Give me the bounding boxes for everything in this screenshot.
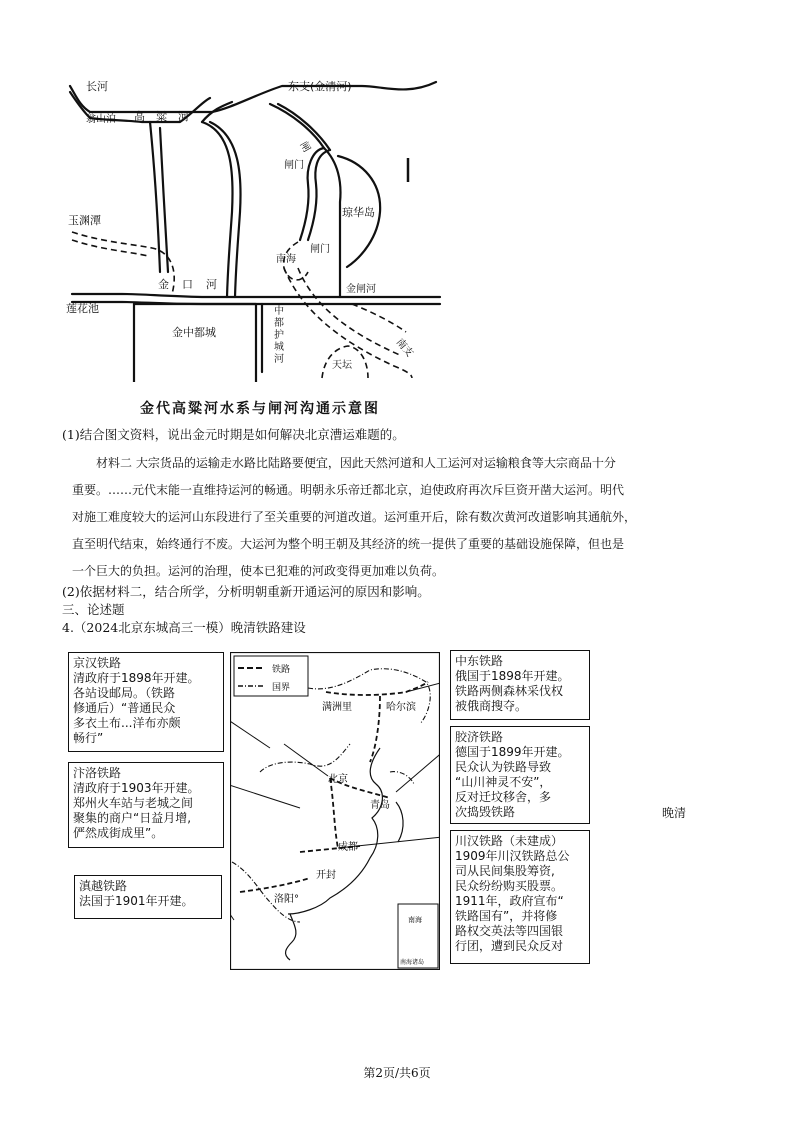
material-2-line: 直至明代结束，始终通行不废。大运河为整个明王朝及其经济的统一提供了重要的基础设施保障，但也是	[72, 537, 625, 551]
city-manzhouli: 满洲里	[322, 702, 352, 713]
box-line: 中东铁路	[455, 654, 504, 668]
label-jinkou-3: 河	[206, 278, 217, 291]
label-jinkou-1: 金	[158, 278, 169, 291]
city-kaifeng: 开封	[316, 870, 336, 881]
box-line: 1911年，政府宣布“	[455, 894, 564, 908]
side-text: 晚清	[662, 806, 687, 820]
box-line: 郑州火车站与老城之间	[73, 796, 194, 810]
box-zhongdong-railway	[450, 650, 590, 720]
box-line: 德国于1899年开建。	[455, 745, 570, 759]
box-line: 多衣土布...洋布亦颇	[73, 716, 181, 730]
box-line: 铁路两侧森林采伐权	[455, 684, 564, 698]
label-gaoliang-3: 河	[178, 110, 189, 123]
material-2-line: 对施工难度较大的运河山东段进行了至关重要的河道改道。运河重开后，除有数次黄河改道影响其通航外，	[72, 510, 637, 524]
inset-nanhai: 南海	[408, 916, 422, 924]
city-chengdu: 成都	[338, 842, 358, 853]
label-qionghua: 琼华岛	[342, 206, 375, 219]
label-lianhuachi: 莲花池	[66, 302, 99, 315]
page-footer: 第2页/共6页	[363, 1066, 431, 1080]
label-nanhai-small: 南海	[276, 254, 296, 265]
box-line: 行团，遭到民众反对	[455, 939, 564, 953]
box-line: 1909年川汉铁路总公	[455, 849, 570, 863]
label-jinkou-2: 口	[182, 278, 193, 291]
label-zhamen-2: 闸门	[310, 244, 330, 255]
label-huchenghe-5: 河	[274, 354, 284, 365]
question-4: 4.（2024北京东城高三一模）晚清铁路建设	[62, 620, 306, 635]
label-dongzhi: 东支(金清河)	[288, 80, 352, 93]
box-line: 滇越铁路	[79, 879, 128, 893]
material-2-line: 材料二 大宗货品的运输走水路比陆路要便宜，因此天然河道和人工运河对运输粮食等大宗商品十分	[96, 456, 616, 470]
box-line: “山川神灵不安”，	[455, 775, 552, 789]
box-line: 路权交英法等四国银	[455, 924, 564, 938]
legend-border: 国界	[272, 683, 291, 693]
city-beijing: 北京	[328, 774, 348, 785]
section-3-heading: 三、论述题	[62, 602, 125, 617]
box-bianluo-railway	[68, 762, 224, 848]
material-2-line: 重要。……元代末能一直维持运河的畅通。明朝永乐帝迁都北京，迫使政府再次斥巨资开凿大运河。明代	[72, 483, 625, 497]
label-gaoliang-2: 粱	[156, 110, 167, 123]
box-line: 川汉铁路（未建成）	[455, 834, 564, 848]
label-yuyuantan: 玉渊潭	[68, 214, 101, 227]
label-wengshan: 翁山泊	[86, 114, 116, 125]
city-luoyang: 洛阳°	[274, 894, 299, 905]
box-line: 清政府于1898年开建。	[73, 671, 200, 685]
box-line: 俨然成街成里”。	[73, 826, 164, 840]
box-line: 修通后）“普通民众	[73, 701, 176, 715]
label-changhe: 长河	[86, 80, 108, 93]
box-jiaoji-railway	[450, 726, 590, 824]
box-dianyue-railway	[74, 875, 222, 919]
label-jinzhahe: 金闸河	[346, 284, 376, 295]
label-nanzhi: 南支	[393, 336, 415, 360]
box-line: 司从民间集股筹资,	[455, 864, 555, 878]
box-line: 汴洛铁路	[73, 766, 122, 780]
label-gaoliang-1: 高	[134, 110, 145, 123]
label-zhongdu: 金中都城	[172, 326, 216, 339]
jin-dynasty-river-map	[62, 72, 444, 382]
box-line: 次捣毁铁路	[455, 805, 516, 819]
city-qingdao: 青岛	[370, 800, 390, 811]
label-tiantan: 天坛	[332, 360, 352, 371]
box-line: 被俄商搜夺。	[455, 699, 528, 713]
box-line: 清政府于1903年开建。	[73, 781, 200, 795]
question-2: (2)依据材料二，结合所学，分析明朝重新开通运河的原因和影响。	[62, 584, 430, 599]
box-line: 俄国于1898年开建。	[455, 669, 570, 683]
inset-nanhai-islands: 南海诸岛	[400, 959, 425, 966]
box-line: 民众纷纷购买股票。	[455, 879, 564, 893]
label-huchenghe-1: 中	[274, 306, 284, 317]
map1-caption: 金代高粱河水系与闸河沟通示意图	[140, 401, 380, 417]
material-2-line: 一个巨大的负担。运河的治理，使本已犯难的河政变得更加难以负荷。	[72, 564, 445, 578]
box-line: 京汉铁路	[73, 656, 122, 670]
label-zha: 闸	[297, 140, 312, 155]
label-huchenghe-3: 护	[274, 330, 284, 341]
box-jinghan-railway	[68, 652, 224, 752]
box-line: 铁路国有”，并将修	[455, 909, 558, 923]
late-qing-railway-map	[230, 652, 440, 970]
label-zhamen-1: 闸门	[284, 160, 304, 171]
box-line: 各站设邮局。（铁路	[73, 686, 176, 700]
box-line: 反对迁坟移舍，多	[455, 790, 552, 804]
label-huchenghe-2: 都	[274, 318, 284, 329]
box-line: 胶济铁路	[455, 730, 504, 744]
question-1: (1)结合图文资料，说出金元时期是如何解决北京漕运难题的。	[62, 427, 405, 442]
city-haerbin: 哈尔滨	[386, 702, 416, 713]
box-line: 民众认为铁路导致	[455, 760, 552, 774]
box-chuanhan-railway	[450, 830, 590, 964]
box-line: 畅行”	[73, 731, 104, 745]
legend-railway: 铁路	[272, 665, 291, 675]
material-2	[72, 450, 712, 585]
box-line: 聚集的商户“日益月增,	[73, 811, 192, 825]
box-line: 法国于1901年开建。	[79, 894, 194, 908]
label-huchenghe-4: 城	[274, 342, 284, 353]
